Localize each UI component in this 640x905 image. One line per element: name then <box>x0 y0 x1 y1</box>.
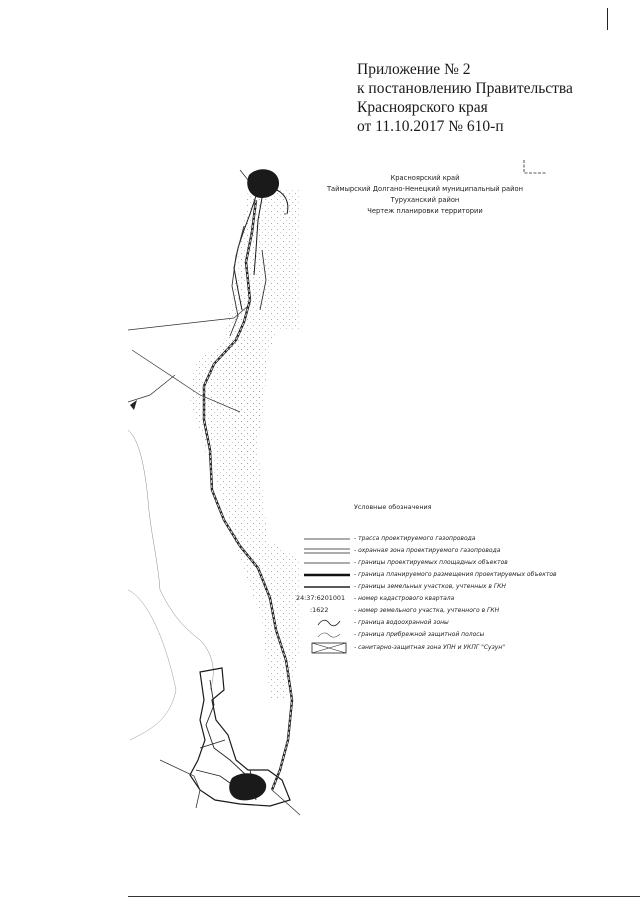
plot-boundary-short <box>128 375 175 402</box>
legend-item-land-plots <box>296 581 596 593</box>
legend-label: - трасса проектируемого газопровода <box>354 535 476 542</box>
southern-terminal <box>229 773 266 800</box>
legend-item-sanitary-zone <box>296 642 596 654</box>
double-line-icon <box>304 545 350 557</box>
appendix-line-3: Красноярского края <box>357 99 488 116</box>
cadastral-code: 24:37:6201001 <box>296 594 346 602</box>
dotted-zone-mid <box>190 330 300 700</box>
legend-item-gas-pipeline <box>296 533 596 545</box>
thin-line-icon <box>304 557 350 569</box>
map-title-region: Красноярский край <box>390 173 460 182</box>
legend-item-cadastral-block <box>296 593 596 605</box>
plot-marker <box>130 400 137 410</box>
legend-item-plot-number <box>296 605 596 617</box>
legend-label: - границы земельных участков, учтенных в ГКН <box>354 583 506 590</box>
legend-item-water-zone <box>296 617 596 629</box>
thick-line-icon <box>304 569 350 581</box>
legend-label: - граница планируемого размещения проектируемых объектов <box>354 571 557 578</box>
legend-label: - номер кадастрового квартала <box>354 595 455 602</box>
river-line-1 <box>128 430 160 590</box>
legend-label: - граница водоохранной зоны <box>354 619 449 626</box>
appendix-line-1: Приложение № 2 <box>357 61 471 78</box>
hatched-box-icon <box>304 642 350 654</box>
river-line-2 <box>160 590 213 690</box>
map-title-drawing: Чертеж планировки территории <box>367 206 483 215</box>
plot-code: :1622 <box>310 606 329 614</box>
legend-label: - граница прибрежной защитной полосы <box>354 631 485 638</box>
legend-label: - санитарно-защитная зона УПН и УКПГ "Сузун" <box>354 644 506 651</box>
river-line-3 <box>128 590 176 740</box>
wave-line-thin-icon <box>304 629 350 641</box>
appendix-line-4: от 11.10.2017 № 610-п <box>357 118 504 135</box>
legend-item-protection-zone <box>296 545 596 557</box>
thin-line-icon <box>304 533 350 545</box>
legend-label: - границы проектируемых площадных объектов <box>354 559 508 566</box>
medium-line-icon <box>304 581 350 593</box>
legend-item-planned-placement <box>296 569 596 581</box>
legend-title: Условные обозначения <box>354 503 432 511</box>
legend-label: - охранная зона проектируемого газопровода <box>354 547 501 554</box>
legend-label: - номер земельного участка, учтенного в ГКН <box>354 607 500 614</box>
legend-item-coastal-strip <box>296 629 596 641</box>
wave-line-icon <box>304 617 350 629</box>
map-title-subdistrict: Туруханский район <box>390 195 460 204</box>
page-bottom-line <box>128 896 640 897</box>
appendix-line-2: к постановлению Правительства <box>357 80 573 97</box>
legend-item-area-objects <box>296 557 596 569</box>
map-title-district: Таймырский Долгано-Ненецкий муниципальный район <box>326 184 524 193</box>
